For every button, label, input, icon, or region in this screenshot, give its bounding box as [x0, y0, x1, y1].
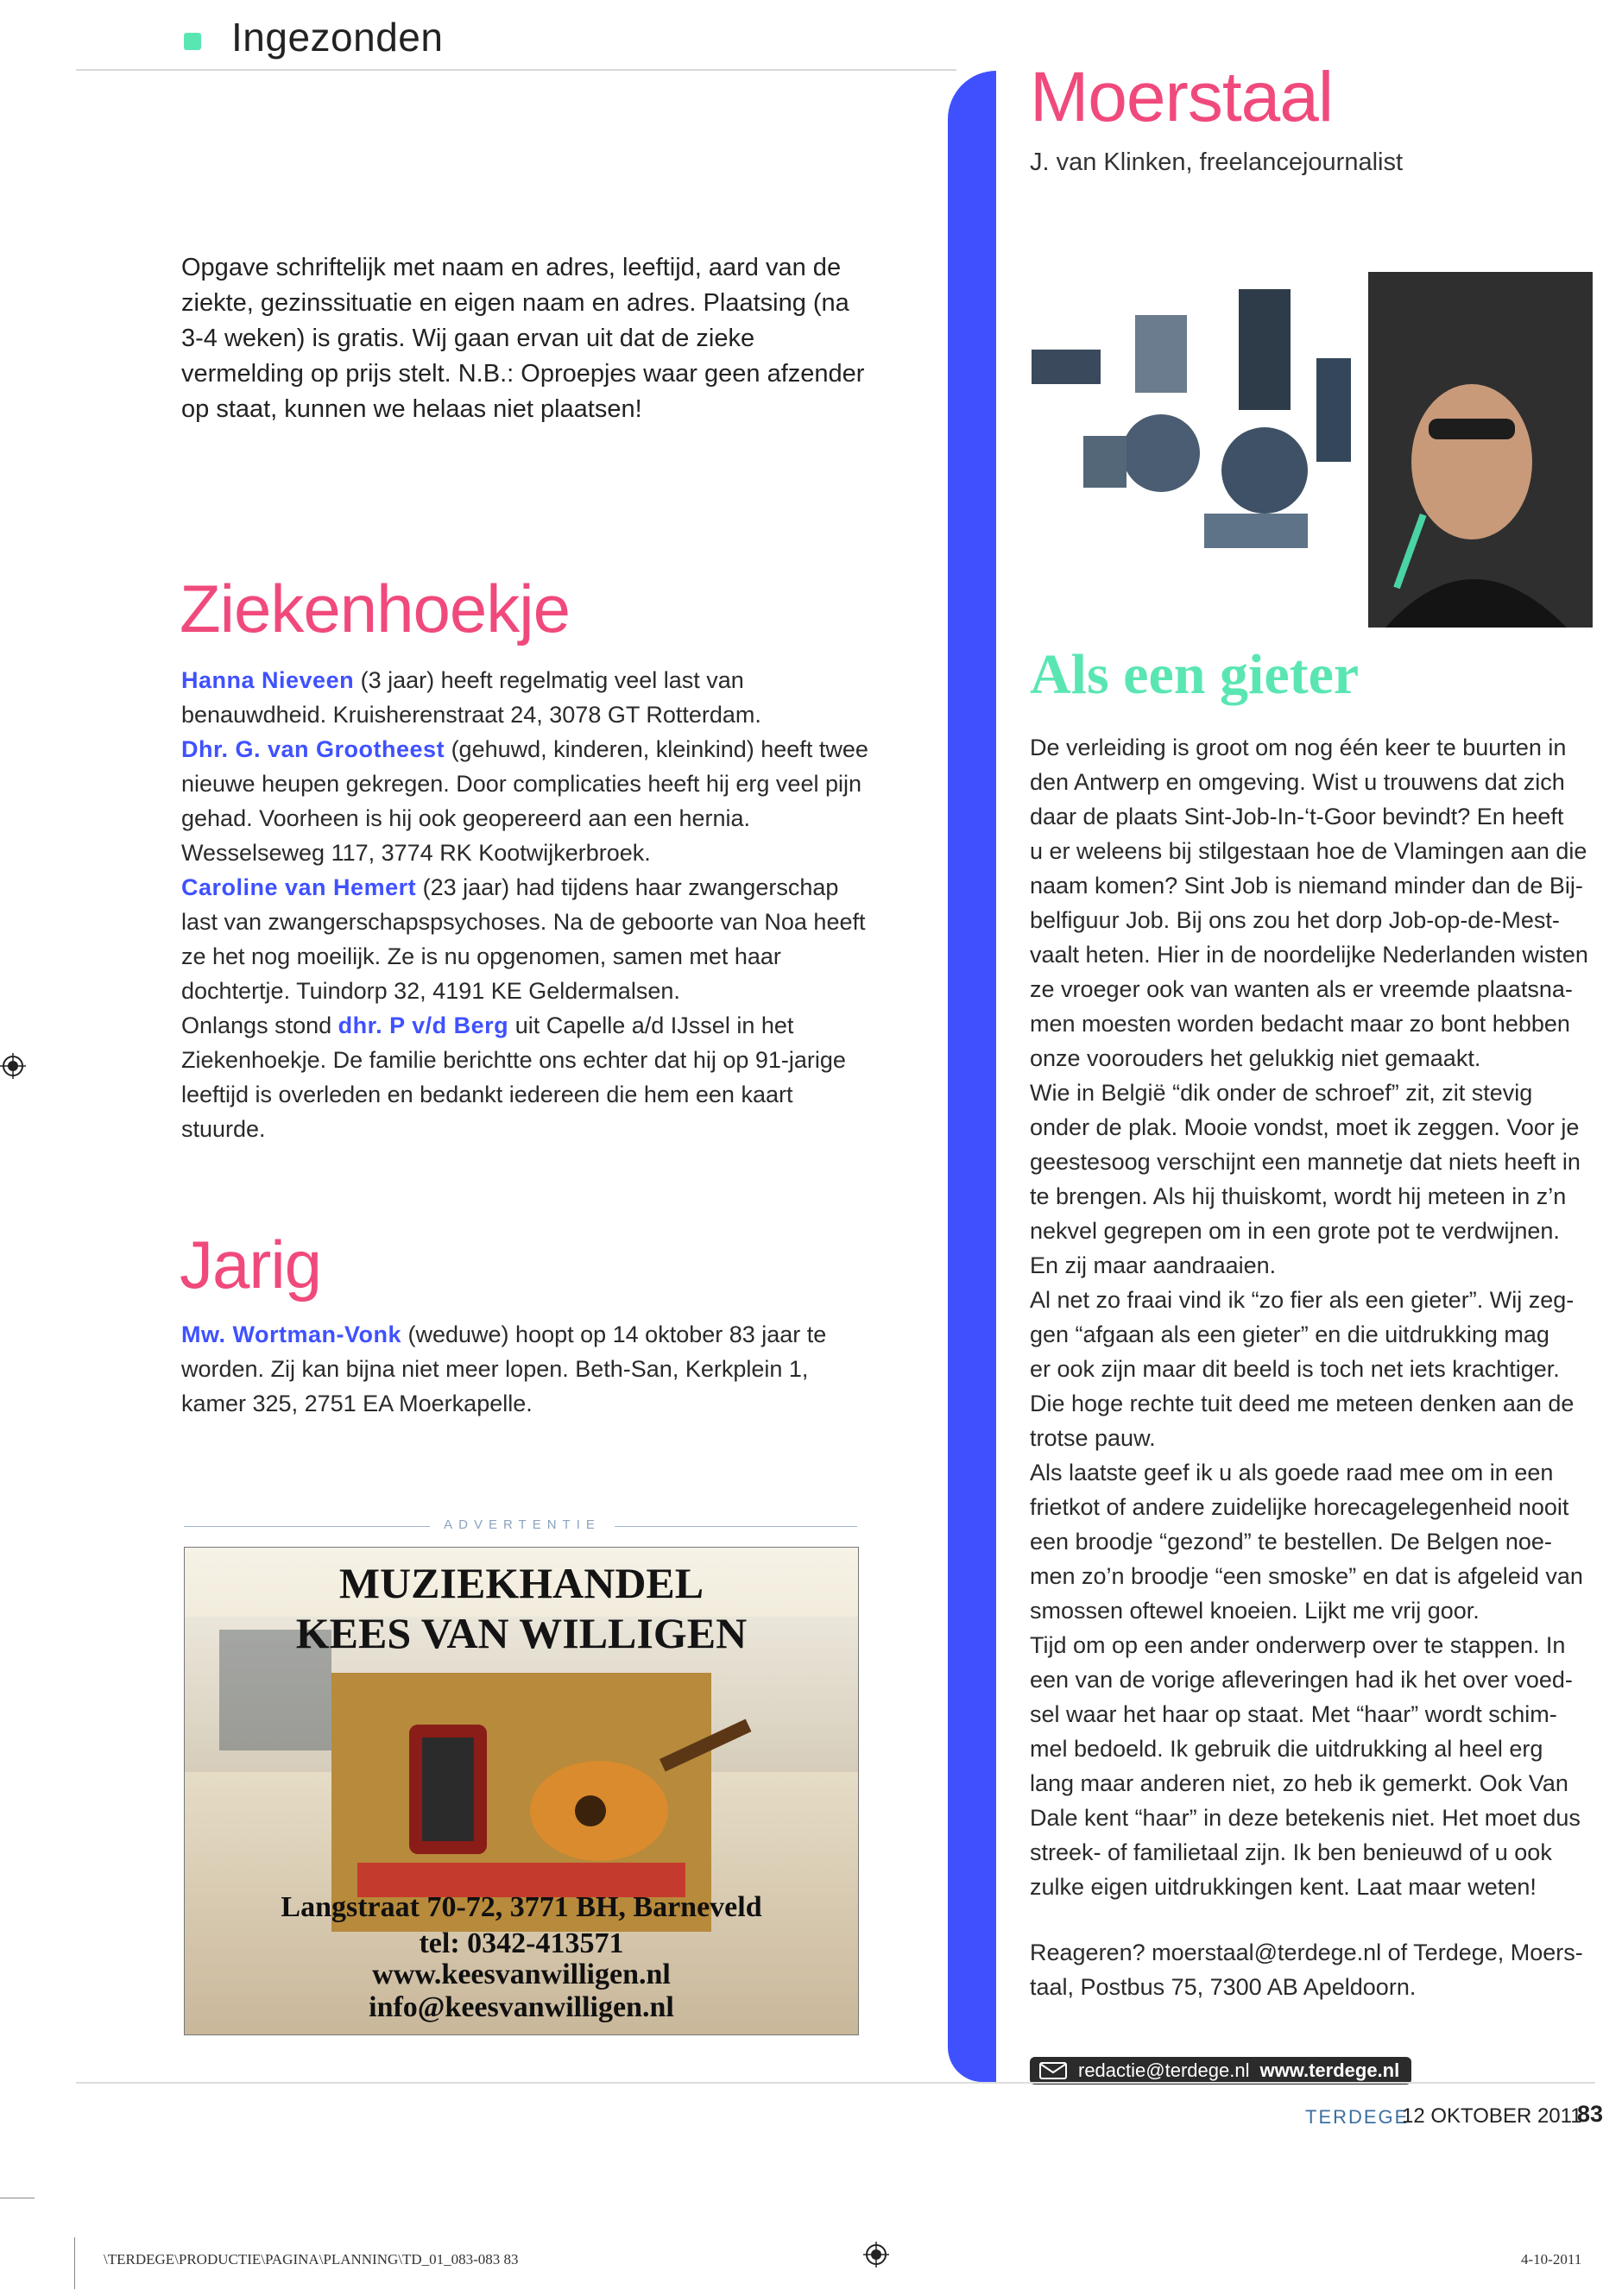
portrait-face — [1411, 384, 1532, 539]
bottom-rule — [76, 2082, 1595, 2084]
jarig-entry — [181, 1317, 872, 1421]
entry-text: (23 jaar) had tijdens haar zwangerschap last van zwangerschapspsychoses. Na de geboorte van Noa heeft ze het nog moeilijk. Ze is nu opgenomen, samen met haar dochtertje. Tuindorp 32, 4191 KE Geldermalsen. — [181, 874, 866, 1004]
entry-text: (3 jaar) heeft regelmatig veel last van benauwdheid. Kruisherenstraat 24, 3078 GT Rotterdam. — [181, 667, 761, 728]
registration-mark-icon — [0, 1053, 26, 1079]
text-line: daar de plaats Sint-Job-In-‘t-Goor bevindt? En heeft — [1030, 804, 1564, 829]
text-line: En zij maar aandraaien. — [1030, 1252, 1277, 1278]
ad-rule-right — [615, 1526, 857, 1527]
letter-block — [1083, 436, 1127, 488]
text-line: taal, Postbus 75, 7300 AB Apeldoorn. — [1030, 1974, 1417, 2000]
text-line: Als laatste geef ik u als goede raad mee om in een — [1030, 1460, 1554, 1485]
text-line: belfiguur Job. Bij ons zou het dorp Job-op-de-Mest- — [1030, 907, 1560, 933]
text-line: sel waar het haar op staat. Met “haar” wordt schim- — [1030, 1701, 1557, 1727]
entry-name: Caroline van Hemert — [181, 874, 417, 900]
contact-website[interactable]: www.terdege.nl — [1259, 2059, 1400, 2081]
column-blue-band — [948, 71, 996, 2082]
mail-icon — [1038, 2061, 1068, 2080]
crop-mark — [74, 2237, 75, 2289]
advertisement[interactable] — [184, 1547, 859, 2035]
text-line: Wie in België “dik onder de schroef” zit, zit stevig — [1030, 1080, 1533, 1106]
section-marker — [184, 33, 201, 50]
letter-block — [1239, 289, 1291, 410]
jarig-body — [181, 1317, 872, 1421]
entry-pre: Onlangs stond — [181, 1012, 338, 1038]
column-byline: J. van Klinken, freelancejournalist — [1030, 148, 1404, 176]
entry-text: (gehuwd, kinderen, kleinkind) heeft twee nieuwe heupen gekregen. Door complicaties heeft hij erg veel pijn gehad. Voorheen is hij ook geopereerd aan een hernia. Wesselseweg 117, 3774 RK Kootwijkerbroek. — [181, 736, 868, 866]
text-line: te brengen. Als hij thuiskomt, wordt hij meteen in z’n — [1030, 1183, 1567, 1209]
text-line: Reageren? moerstaal@terdege.nl of Terdege, Moers- — [1030, 1940, 1583, 1965]
text-line: men moesten worden bedacht maar zo bont hebben — [1030, 1011, 1570, 1037]
text-line: een broodje “gezond” te bestellen. De Belgen noe- — [1030, 1529, 1552, 1555]
page-number: 83 — [1577, 2101, 1603, 2127]
letter-block — [1221, 427, 1308, 514]
portrait-glasses — [1429, 419, 1515, 439]
text-line: Die hoge rechte tuit deed me meteen denken aan de — [1030, 1391, 1575, 1416]
ad-rule-left — [184, 1526, 430, 1527]
ziekenhoekje-body — [181, 663, 872, 1146]
ad-title-line1: MUZIEKHANDEL — [338, 1559, 704, 1607]
registration-mark-icon — [863, 2242, 889, 2268]
letter-block — [1316, 358, 1351, 462]
ziekenhoekje-entry — [181, 1008, 872, 1146]
slug-path: \TERDEGE\PRODUCTIE\PAGINA\PLANNING\TD_01_083-083 83 — [104, 2251, 519, 2268]
letter-block — [1135, 315, 1187, 393]
ad-phone: tel: 0342-413571 — [419, 1927, 624, 1959]
text-line: Tijd om op een ander onderwerp over te stappen. In — [1030, 1632, 1566, 1658]
text-line: een van de vorige afleveringen had ik het over voed- — [1030, 1667, 1573, 1693]
column-body — [1030, 730, 1600, 1904]
entry-name: Dhr. G. van Grootheest — [181, 736, 445, 762]
top-rule — [76, 69, 956, 71]
letter-block — [1122, 414, 1200, 492]
slug-date: 4-10-2011 — [1521, 2251, 1582, 2268]
text-line: zulke eigen uitdrukkingen kent. Laat maar weten! — [1030, 1874, 1537, 1900]
section-title: Ingezonden — [231, 15, 444, 60]
text-line: nekvel gegrepen om in een grote pot te verdwijnen. — [1030, 1218, 1560, 1244]
ziekenhoekje-entry — [181, 732, 872, 870]
text-line: trotse pauw. — [1030, 1425, 1156, 1451]
intro-paragraph: Opgave schriftelijk met naam en adres, leeftijd, aard van de ziekte, gezinssituatie en eigen naam en adres. Plaatsing (na 3-4 weken) is gratis. Wij gaan ervan uit dat de zieke vermelding op prijs stelt. N.B.: Oproepjes waar geen afzender op staat, kunnen we helaas niet plaatsen! — [181, 254, 865, 423]
accordion-keys — [422, 1738, 474, 1841]
text-line: men zo’n broodje “een smoske” en dat is afgeleid van — [1030, 1563, 1583, 1589]
text-line: u er weleens bij stilgestaan hoe de Vlamingen aan die — [1030, 838, 1587, 864]
column-illustration — [1014, 272, 1593, 628]
text-line: lang maar anderen niet, zo heb ik gemerkt. Ook Van — [1030, 1770, 1568, 1796]
text-line: vaalt heten. Hier in de noordelijke Nederlanden wisten — [1030, 942, 1588, 968]
text-line: er ook zijn maar dit beeld is toch net iets krachtiger. — [1030, 1356, 1560, 1382]
footer-date: 12 OKTOBER 2011 — [1402, 2104, 1582, 2128]
text-line: streek- of familietaal zijn. Ik ben benieuwd of u ook — [1030, 1839, 1552, 1865]
contact-email[interactable]: redactie@terdege.nl — [1078, 2059, 1250, 2081]
text-line: frietkot of andere zuidelijke horecagelegenheid nooit — [1030, 1494, 1569, 1520]
column-title: Moerstaal — [1030, 58, 1334, 136]
ziekenhoekje-entry — [181, 870, 872, 1008]
text-line: gen “afgaan als een gieter” en die uitdrukking mag — [1030, 1321, 1549, 1347]
ad-title-line2: KEES VAN WILLIGEN — [295, 1609, 748, 1657]
ad-email[interactable]: info@keesvanwilligen.nl — [369, 1991, 674, 2023]
entry-name: dhr. P v/d Berg — [338, 1012, 509, 1038]
text-line: De verleiding is groot om nog één keer te buurten in — [1030, 735, 1567, 760]
entry-text: (weduwe) hoopt op 14 oktober 83 jaar te worden. Zij kan bijna niet meer lopen. Beth-San, Kerkplein 1, kamer 325, 2751 EA Moerkapelle. — [181, 1321, 827, 1416]
guitar-soundhole — [575, 1795, 606, 1826]
text-line: ze vroeger ook van wanten als er vreemde plaatsna- — [1030, 976, 1573, 1002]
text-line: smossen oftewel knoeien. Lijkt me vrij goor. — [1030, 1598, 1480, 1624]
advert-label: ADVERTENTIE — [444, 1517, 601, 1532]
jarig-heading: Jarig — [180, 1227, 322, 1303]
contact-bar[interactable] — [1030, 2057, 1411, 2085]
entry-name: Hanna Nieveen — [181, 667, 355, 693]
ziekenhoekje-entry — [181, 663, 872, 732]
text-line: onze voorouders het gelukkig niet gemaakt. — [1030, 1045, 1481, 1071]
text-line: Dale kent “haar” in deze betekenis niet. Het moet dus — [1030, 1805, 1581, 1831]
entry-name: Mw. Wortman-Vonk — [181, 1321, 401, 1347]
column-subtitle: Als een gieter — [1030, 643, 1360, 706]
ad-website[interactable]: www.keesvanwilligen.nl — [372, 1959, 671, 1990]
text-line: mel bedoeld. Ik gebruik die uitdrukking al heel erg — [1030, 1736, 1543, 1762]
entry-text: uit Capelle a/d IJssel in het Ziekenhoekje. De familie berichtte ons echter dat hij op 91-jarige leeftijd is overleden en bedankt iedereen die hem een kaart stuurde. — [181, 1012, 846, 1142]
letter-block — [1032, 350, 1101, 384]
text-line: geestesoog verschijnt een mannetje dat niets heeft in — [1030, 1149, 1581, 1175]
ad-address: Langstraat 70-72, 3771 BH, Barneveld — [281, 1891, 762, 1923]
text-line: onder de plak. Mooie vondst, moet ik zeggen. Voor je — [1030, 1114, 1580, 1140]
text-line: naam komen? Sint Job is niemand minder dan de Bij- — [1030, 873, 1583, 899]
footer-magazine: TERDEGE — [1305, 2106, 1410, 2128]
text-line: den Antwerp en omgeving. Wist u trouwens dat zich — [1030, 769, 1565, 795]
ziekenhoekje-heading: Ziekenhoekje — [180, 571, 570, 647]
letter-block — [1204, 514, 1308, 548]
column-react — [1030, 1935, 1600, 2004]
text-line: Al net zo fraai vind ik “zo fier als een gieter”. Wij zeg- — [1030, 1287, 1575, 1313]
